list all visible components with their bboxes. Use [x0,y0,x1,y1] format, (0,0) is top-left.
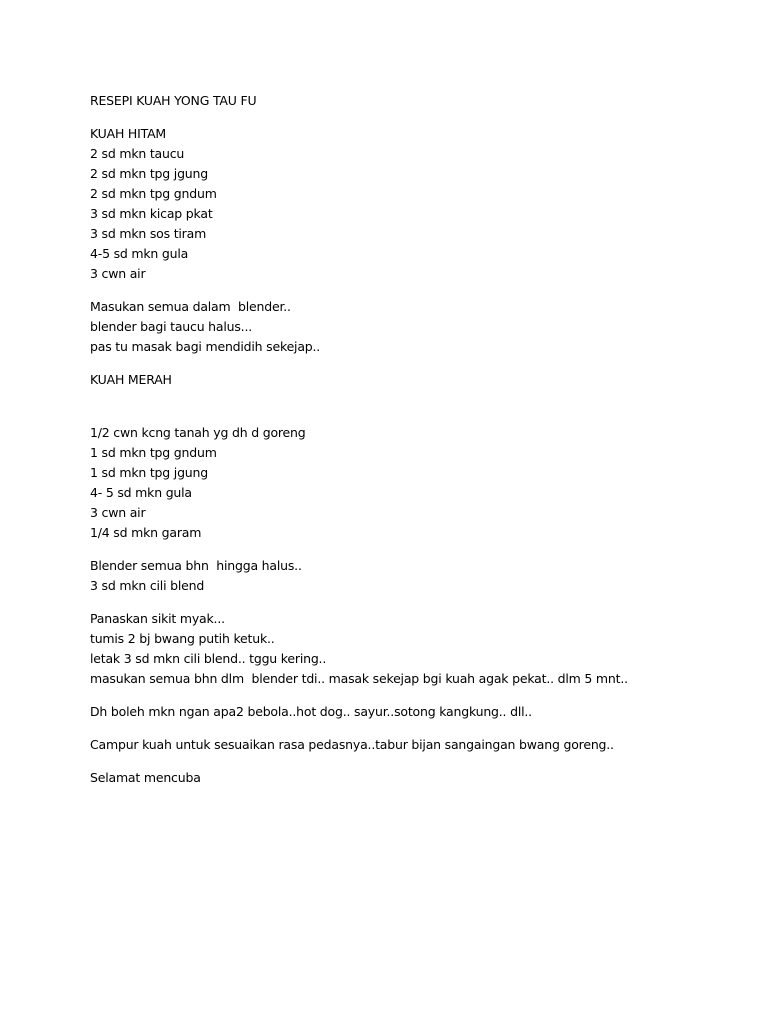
step-line: blender bagi taucu halus... [90,319,252,334]
closing-line: Selamat mencuba [90,770,201,785]
ingredient-line: 3 cwn air [90,266,146,281]
spacer [90,284,730,297]
ingredient-line: 2 sd mkn tpg gndum [90,186,217,201]
step-line: letak 3 sd mkn cili blend.. tggu kering.. [90,651,327,666]
step-line: Masukan semua dalam blender.. [90,299,291,314]
document-title: RESEPI KUAH YONG TAU FU [90,93,257,108]
spacer [90,111,730,124]
ingredient-line: 1/2 cwn kcng tanah yg dh d goreng [90,425,306,440]
ingredient-line: 2 sd mkn taucu [90,146,185,161]
ingredient-line: 2 sd mkn tpg jgung [90,166,208,181]
spacer [90,722,730,735]
recipe-text [90,91,730,788]
ingredient-line: 1/4 sd mkn garam [90,525,202,540]
spacer [90,390,730,423]
spacer [90,755,730,768]
spacer [90,689,730,702]
ingredient-line: 1 sd mkn tpg gndum [90,445,217,460]
step-line: Blender semua bhn hingga halus.. [90,558,302,573]
step-line: tumis 2 bj bwang putih ketuk.. [90,631,275,646]
spacer [90,543,730,556]
step-line: 3 sd mkn cili blend [90,578,205,593]
kuah-merah-heading: KUAH MERAH [90,372,172,387]
ingredient-line: 4- 5 sd mkn gula [90,485,192,500]
serving-note: Dh boleh mkn ngan apa2 bebola..hot dog.. sayur..sotong kangkung.. dll.. [90,704,532,719]
ingredient-line: 4-5 sd mkn gula [90,246,189,261]
ingredient-line: 3 sd mkn kicap pkat [90,206,213,221]
ingredient-line: 3 cwn air [90,505,146,520]
step-line: masukan semua bhn dlm blender tdi.. masak sekejap bgi kuah agak pekat.. dlm 5 mnt.. [90,671,628,686]
spacer [90,596,730,609]
kuah-hitam-heading: KUAH HITAM [90,126,167,141]
ingredient-line: 1 sd mkn tpg jgung [90,465,208,480]
step-line: Panaskan sikit myak... [90,611,225,626]
step-line: pas tu masak bagi mendidih sekejap.. [90,339,321,354]
spacer [90,357,730,370]
ingredient-line: 3 sd mkn sos tiram [90,226,207,241]
mixing-note: Campur kuah untuk sesuaikan rasa pedasnya..tabur bijan sangaingan bwang goreng.. [90,737,614,752]
